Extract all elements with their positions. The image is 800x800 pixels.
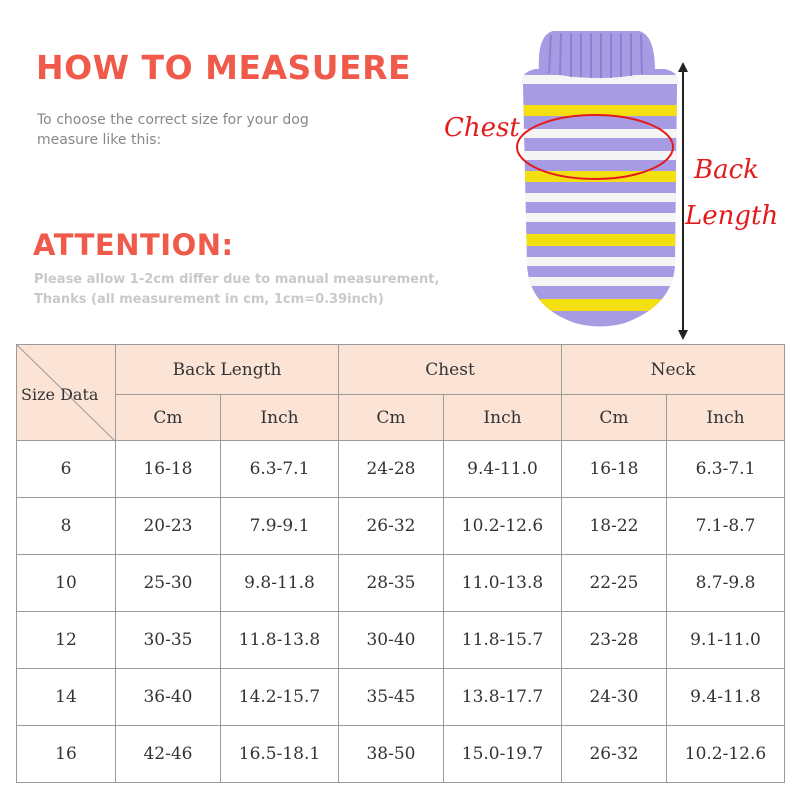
table-cell: 25-30: [116, 555, 221, 612]
table-cell: 7.1-8.7: [667, 498, 785, 555]
table-cell: 9.1-11.0: [667, 612, 785, 669]
table-cell: 20-23: [116, 498, 221, 555]
unit-header: Cm: [562, 395, 667, 441]
attention-line-1: Please allow 1-2cm differ due to manual measurement,: [34, 272, 440, 287]
size-cell: 16: [17, 726, 116, 783]
table-cell: 10.2-12.6: [444, 498, 562, 555]
table-cell: 8.7-9.8: [667, 555, 785, 612]
table-row: [17, 498, 785, 555]
attention-note: [34, 270, 439, 310]
unit-header: Inch: [444, 395, 562, 441]
table-cell: 11.8-13.8: [221, 612, 339, 669]
table-cell: 36-40: [116, 669, 221, 726]
table-cell: 30-40: [339, 612, 444, 669]
size-cell: 6: [17, 441, 116, 498]
corner-data: Data: [60, 385, 99, 404]
group-neck: Neck: [562, 345, 785, 395]
table-cell: 11.8-15.7: [444, 612, 562, 669]
table-cell: 15.0-19.7: [444, 726, 562, 783]
chest-label: Chest: [444, 113, 520, 143]
table-cell: 10.2-12.6: [667, 726, 785, 783]
table-cell: 16-18: [562, 441, 667, 498]
unit-header: Inch: [221, 395, 339, 441]
size-cell: 12: [17, 612, 116, 669]
table-cell: 9.8-11.8: [221, 555, 339, 612]
corner-size: Size: [21, 385, 55, 404]
table-cell: 16-18: [116, 441, 221, 498]
table-cell: 24-30: [562, 669, 667, 726]
table-cell: 9.4-11.0: [444, 441, 562, 498]
group-back-length: Back Length: [116, 345, 339, 395]
table-row: [17, 669, 785, 726]
table-cell: 38-50: [339, 726, 444, 783]
unit-header: Cm: [116, 395, 221, 441]
unit-header: Inch: [667, 395, 785, 441]
page-title: HOW TO MEASUERE: [36, 48, 412, 87]
group-chest: Chest: [339, 345, 562, 395]
table-cell: 28-35: [339, 555, 444, 612]
corner-label: [21, 385, 98, 404]
attention-line-2: Thanks (all measurement in cm, 1cm=0.39inch): [34, 292, 384, 307]
table-cell: 9.4-11.8: [667, 669, 785, 726]
table-cell: 26-32: [339, 498, 444, 555]
table-cell: 13.8-17.7: [444, 669, 562, 726]
size-cell: 10: [17, 555, 116, 612]
size-cell: 14: [17, 669, 116, 726]
table-cell: 18-22: [562, 498, 667, 555]
table-row: [17, 441, 785, 498]
table-cell: 42-46: [116, 726, 221, 783]
table-cell: 23-28: [562, 612, 667, 669]
attention-heading: ATTENTION:: [33, 228, 234, 262]
table-cell: 26-32: [562, 726, 667, 783]
table-cell: 14.2-15.7: [221, 669, 339, 726]
table-row: [17, 555, 785, 612]
intro-line-2: measure like this:: [37, 132, 162, 148]
table-row: [17, 612, 785, 669]
table-row: [17, 726, 785, 783]
table-cell: 16.5-18.1: [221, 726, 339, 783]
unit-header: Cm: [339, 395, 444, 441]
table-cell: 6.3-7.1: [221, 441, 339, 498]
length-label: Length: [685, 201, 779, 231]
table-cell: 30-35: [116, 612, 221, 669]
table-cell: 6.3-7.1: [667, 441, 785, 498]
size-cell: 8: [17, 498, 116, 555]
table-cell: 22-25: [562, 555, 667, 612]
table-cell: 24-28: [339, 441, 444, 498]
back-label: Back: [694, 155, 759, 185]
corner-header: [17, 345, 116, 441]
sweater-collar: [539, 31, 655, 78]
table-cell: 35-45: [339, 669, 444, 726]
intro-text: [37, 110, 309, 150]
table-cell: 11.0-13.8: [444, 555, 562, 612]
intro-line-1: To choose the correct size for your dog: [37, 112, 309, 128]
size-table: [16, 344, 785, 783]
table-cell: 7.9-9.1: [221, 498, 339, 555]
